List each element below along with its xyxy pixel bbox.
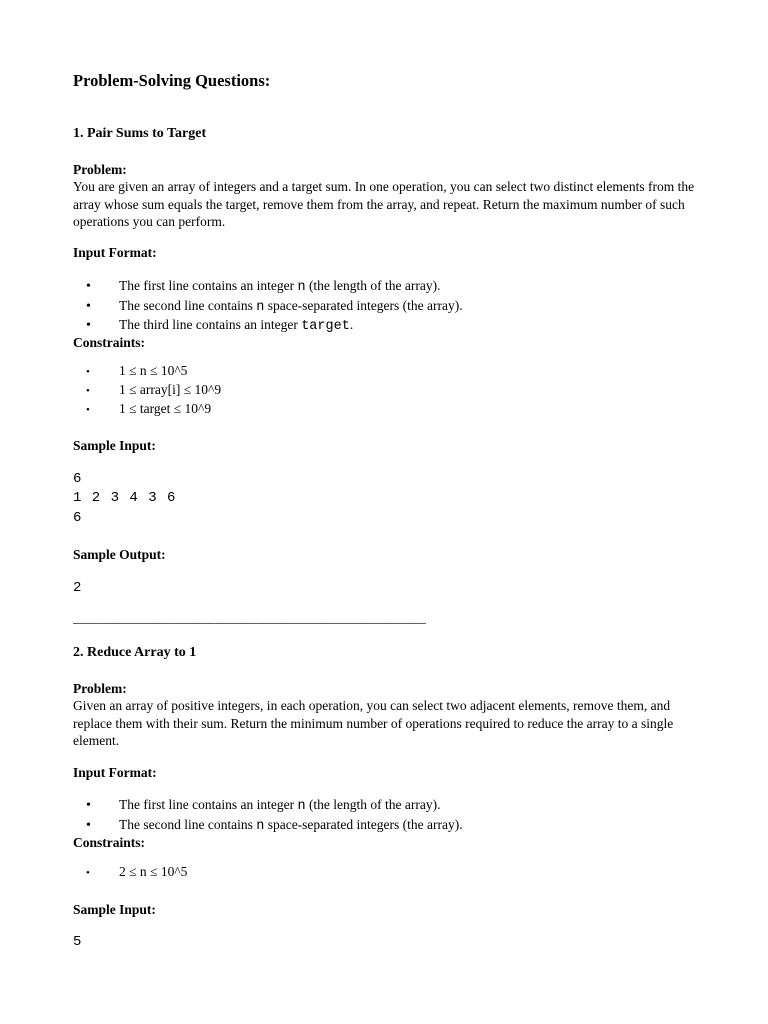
q2-heading: 2. Reduce Array to 1 [73, 645, 197, 660]
page-title: Problem-Solving Questions: [73, 71, 271, 90]
q1-input-item: • The first line contains an integer n (the length of the array). [86, 278, 441, 295]
q2-sample-input-line: 5 [73, 934, 82, 950]
bullet-icon: • [86, 299, 91, 314]
bullet-icon: • [86, 818, 91, 833]
q1-input-item: • The second line contains n space-separated integers (the array). [86, 298, 463, 315]
q1-problem-label: Problem: [73, 162, 127, 177]
q1-constraint-item: • 1 ≤ target ≤ 10^9 [86, 400, 211, 419]
q1-constraints-label: Constraints: [73, 335, 146, 350]
q2-problem-label: Problem: [73, 681, 127, 696]
q1-input-label: Input Format: [73, 245, 157, 260]
bullet-icon: • [86, 867, 90, 879]
q1-constraint-item: • 1 ≤ n ≤ 10^5 [86, 362, 187, 381]
bullet-icon: • [86, 385, 90, 397]
q1-sample-input-label: Sample Input: [73, 438, 156, 453]
bullet-icon: • [86, 279, 91, 294]
q2-constraint-item: • 2 ≤ n ≤ 10^5 [86, 863, 187, 882]
q2-input-item: • The second line contains n space-separated integers (the array). [86, 817, 463, 834]
q1-constraint-item: • 1 ≤ array[i] ≤ 10^9 [86, 381, 221, 400]
q1-input-item: • The third line contains an integer target. [86, 317, 354, 334]
q1-sample-input-line: 6 [73, 471, 82, 487]
bullet-icon: • [86, 366, 90, 378]
bullet-icon: • [86, 798, 91, 813]
q1-sample-output-label: Sample Output: [73, 547, 166, 562]
q1-problem-text: You are given an array of integers and a target sum. In one operation, you can select two distinct elements from the array whose sum equals the target, remove them from the array, and repeat. Return the maximum number of such operations you can perform. [73, 179, 695, 229]
q1-sample-input-line: 6 [73, 510, 82, 526]
bullet-icon: • [86, 404, 90, 416]
q2-sample-input-label: Sample Input: [73, 902, 156, 917]
bullet-icon: • [86, 318, 91, 333]
q2-constraints-label: Constraints: [73, 835, 146, 850]
q1-heading: 1. Pair Sums to Target [73, 126, 207, 141]
q1-sample-output: 2 [73, 580, 82, 596]
q2-input-label: Input Format: [73, 765, 157, 780]
q1-sample-input-line: 1 2 3 4 3 6 [73, 490, 176, 506]
q2-input-item: • The first line contains an integer n (the length of the array). [86, 797, 441, 814]
section-divider: __________________________________________ [73, 611, 426, 627]
q2-problem-text: Given an array of positive integers, in each operation, you can select two adjacent elements, remove them, and replace them with their sum. Return the minimum number of operations required to reduce the array to a single element. [73, 698, 674, 748]
